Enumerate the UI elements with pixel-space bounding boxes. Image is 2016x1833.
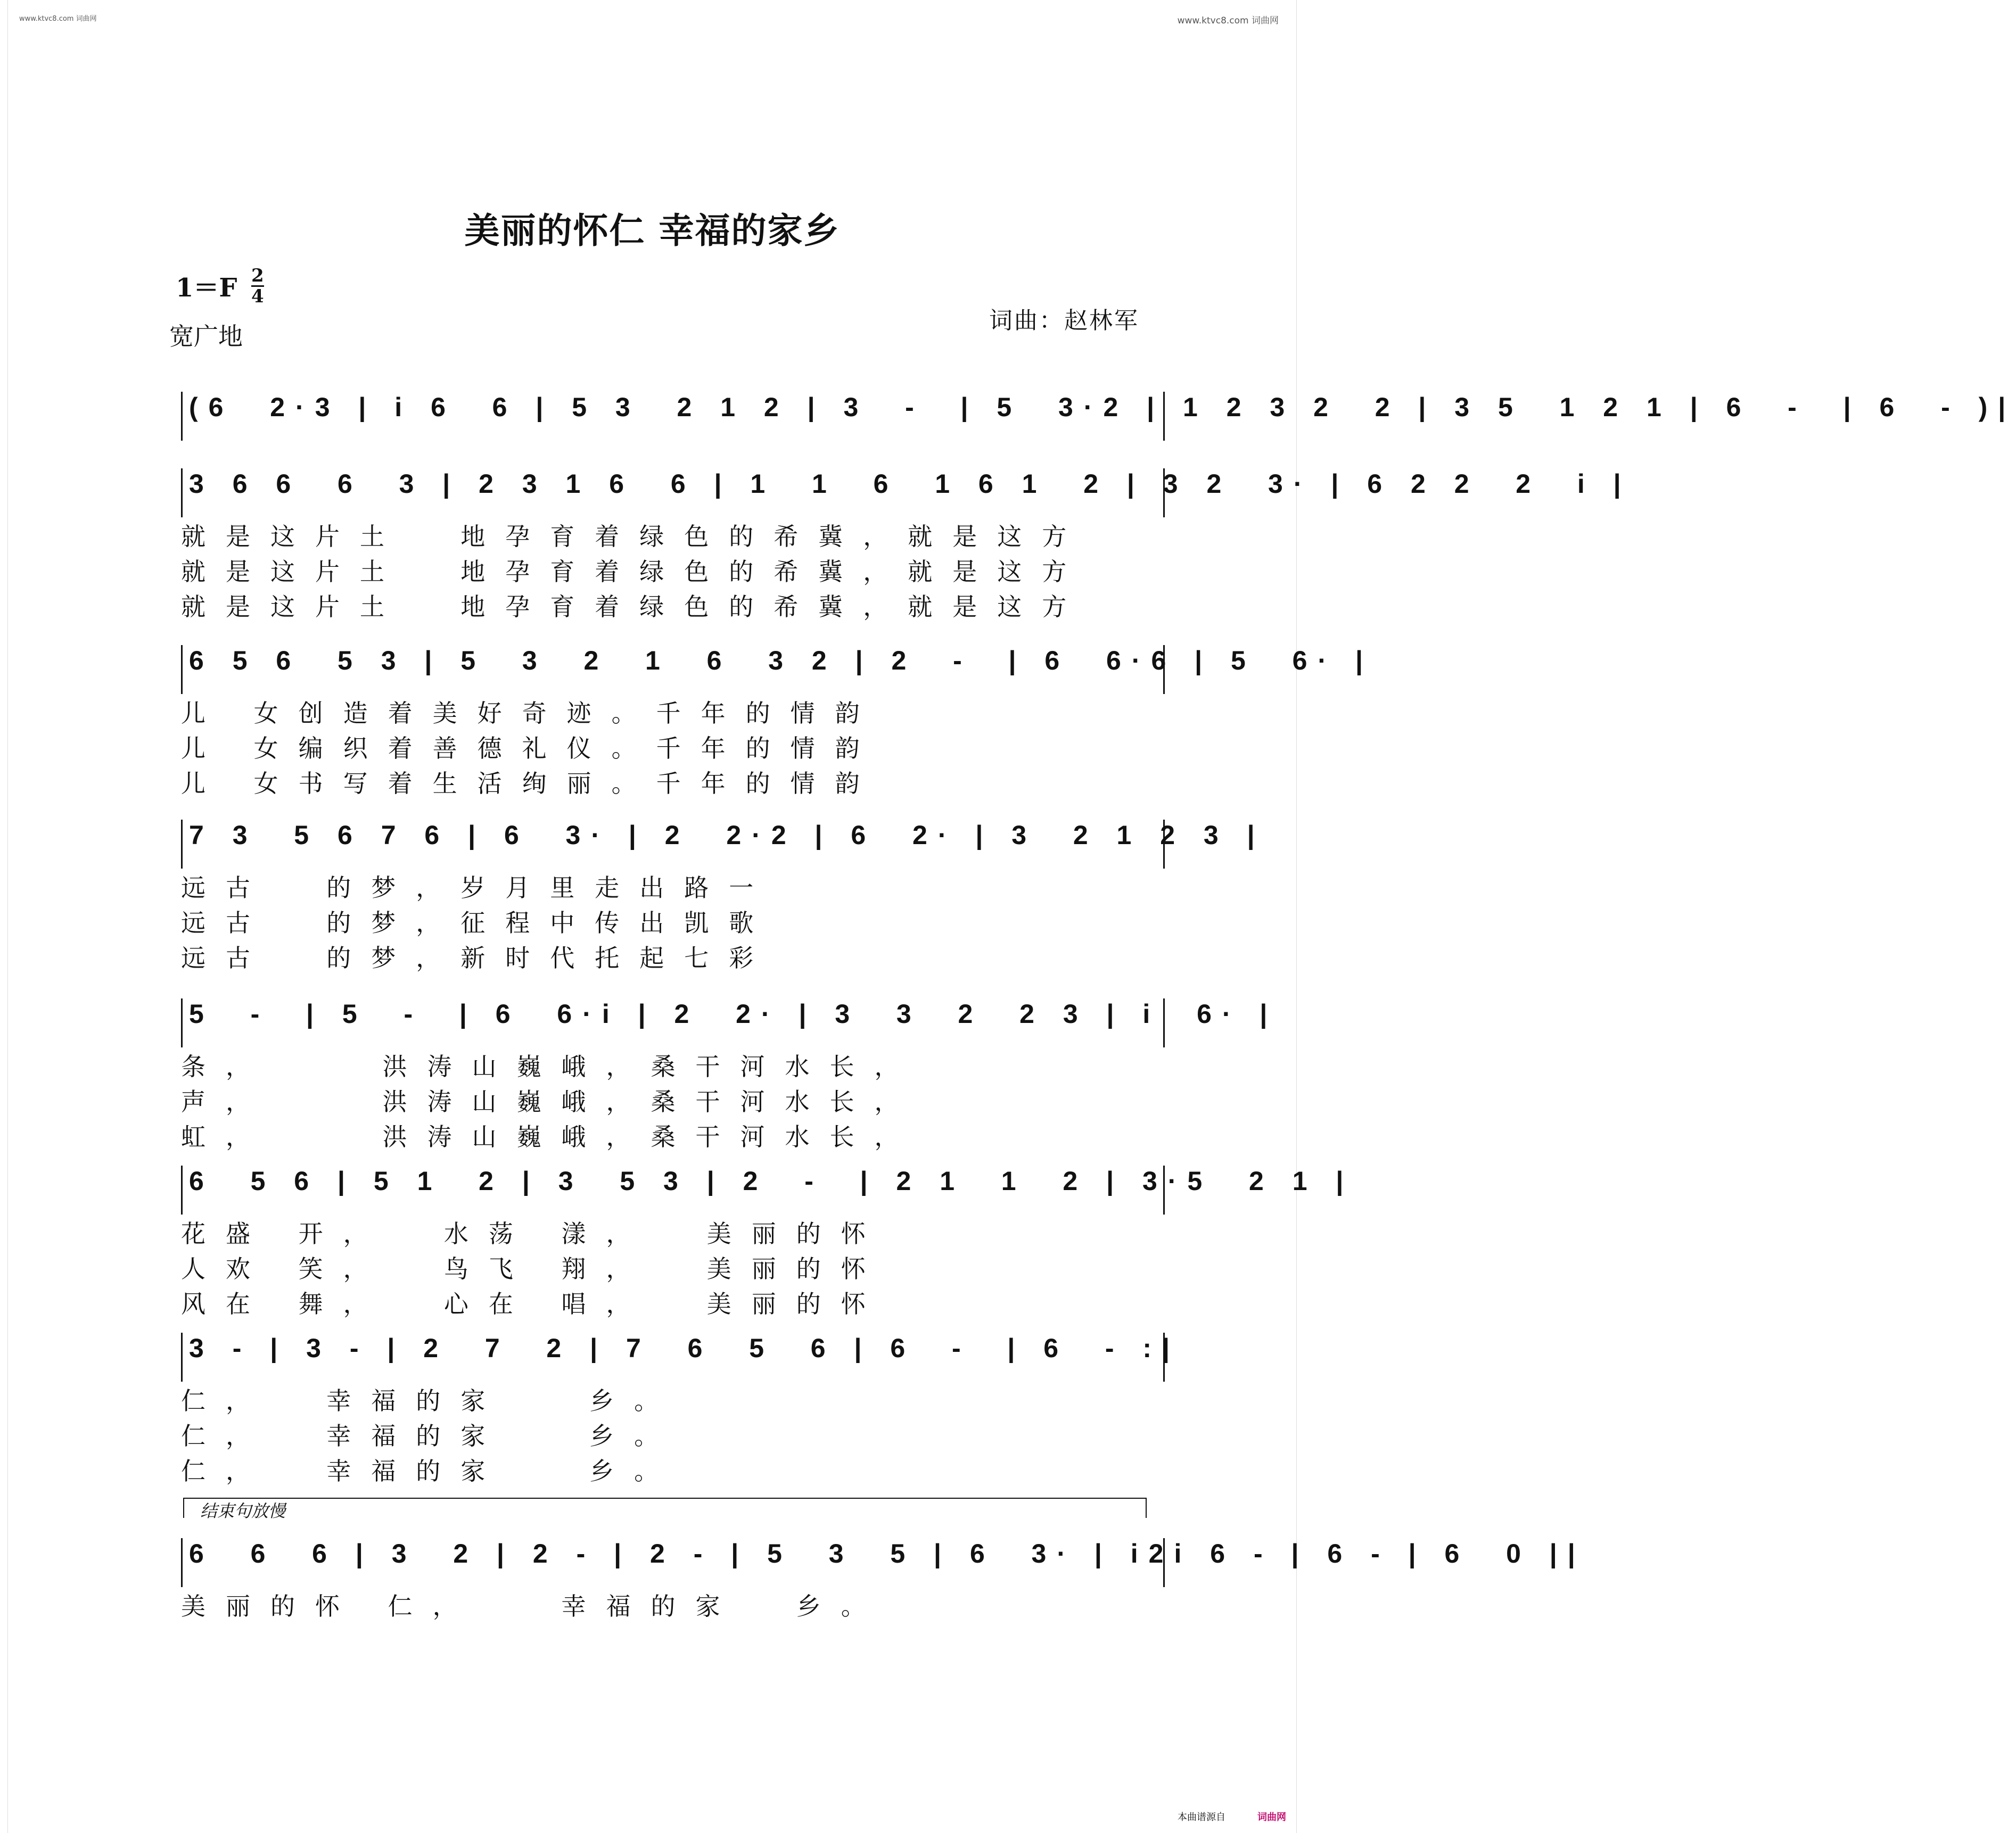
- page-title: 美丽的怀仁 幸福的家乡: [464, 210, 840, 251]
- lyric-verse-1: 仁， 幸福的家 乡。: [181, 1386, 679, 1415]
- lyric-verse-3: 虹， 洪涛山巍峨，桑干河水长，: [181, 1122, 919, 1151]
- lyric-verse-3: 儿 女书写着生活绚丽。千年的情韵: [181, 769, 880, 798]
- header-right-url: www.ktvc8.com 词曲网: [1177, 15, 1279, 26]
- notation-line: 3 - | 3 - | 2 7 2 | 7 6 5 6 | 6 - | 6 - :|: [181, 1333, 1165, 1382]
- ending-label: 结束句放慢: [200, 1501, 286, 1521]
- notation-line: 6 5 6 | 5 1 2 | 3 5 3 | 2 - | 2 1 1 2 | 3·5 2 1 |: [181, 1166, 1165, 1215]
- lyric-verse-1: 条， 洪涛山巍峨，桑干河水长，: [181, 1052, 919, 1081]
- notation-line: 7 3 5 6 7 6 | 6 3· | 2 2·2 | 6 2· | 3 2 1 2 3 |: [181, 820, 1165, 869]
- notation-line: 5 - | 5 - | 6 6·i | 2 2· | 3 3 2 2 3 | i 6· |: [181, 998, 1165, 1047]
- footer-source-text: 本曲谱源自: [1178, 1812, 1225, 1823]
- lyric-verse-2: 声， 洪涛山巍峨，桑干河水长，: [181, 1087, 919, 1116]
- lyric-verse-2: 儿 女编织着善德礼仪。千年的情韵: [181, 734, 880, 763]
- key-signature: 1＝F: [176, 273, 237, 303]
- lyric-verse-2: 仁， 幸福的家 乡。: [181, 1422, 679, 1450]
- notation-line: 6 6 6 | 3 2 | 2 - | 2 - | 5 3 5 | 6 3· | i2i 6 - | 6 - | 6 0 ||: [181, 1538, 1165, 1587]
- lyric-verse-3: 风在 舞， 心在 唱， 美丽的怀: [181, 1290, 886, 1318]
- credit-line: 词曲：赵林军: [989, 307, 1139, 334]
- lyric-verse-1: 远古 的梦，岁月里走出路一: [181, 873, 774, 902]
- lyric-verse-2: 就是这片土 地孕育着绿色的希冀，就是这方: [181, 557, 1087, 586]
- notation-line: (6 2·3 | i 6 6 | 5 3 2 1 2 | 3 - | 5 3·2 | 1 2 3 2 2 | 3 5 1 2 1 | 6 - | 6 - )|: [181, 392, 1165, 441]
- header-left-url: www.ktvc8.com 词曲网: [19, 15, 97, 23]
- left-margin-strip: [0, 0, 8, 1833]
- lyric-verse-3: 就是这片土 地孕育着绿色的希冀，就是这方: [181, 592, 1087, 621]
- tempo-marking: 宽广地: [169, 322, 243, 351]
- meter-numerator: 2: [251, 265, 264, 286]
- lyric-verse-2: 人欢 笑， 鸟飞 翔， 美丽的怀: [181, 1254, 886, 1283]
- lyric-verse-1: 花盛 开， 水荡 漾， 美丽的怀: [181, 1219, 886, 1248]
- notation-line: 3 6 6 6 3 | 2 3 1 6 6 | 1 1 6 1 6 1 2 | 3 2 3· | 6 2 2 2 i |: [181, 468, 1165, 517]
- lyric-verse-3: 远古 的梦，新时代托起七彩: [181, 944, 774, 972]
- ending-bracket: [183, 1498, 1147, 1518]
- time-signature: [251, 266, 264, 306]
- lyric-verse-3: 仁， 幸福的家 乡。: [181, 1457, 679, 1485]
- lyric-verse-2: 远古 的梦，征程中传出凯歌: [181, 909, 774, 937]
- lyric-verse-1: 儿 女创造着美好奇迹。千年的情韵: [181, 699, 880, 728]
- footer-site-name: 词曲网: [1257, 1812, 1286, 1823]
- notation-line: 6 5 6 5 3 | 5 3 2 1 6 3 2 | 2 - | 6 6·6 | 5 6· |: [181, 645, 1165, 694]
- lyric-verse-1: 就是这片土 地孕育着绿色的希冀，就是这方: [181, 522, 1087, 551]
- meter-denominator: 4: [251, 286, 264, 307]
- lyric-verse-1: 美丽的怀 仁， 幸福的家 乡。: [181, 1592, 886, 1621]
